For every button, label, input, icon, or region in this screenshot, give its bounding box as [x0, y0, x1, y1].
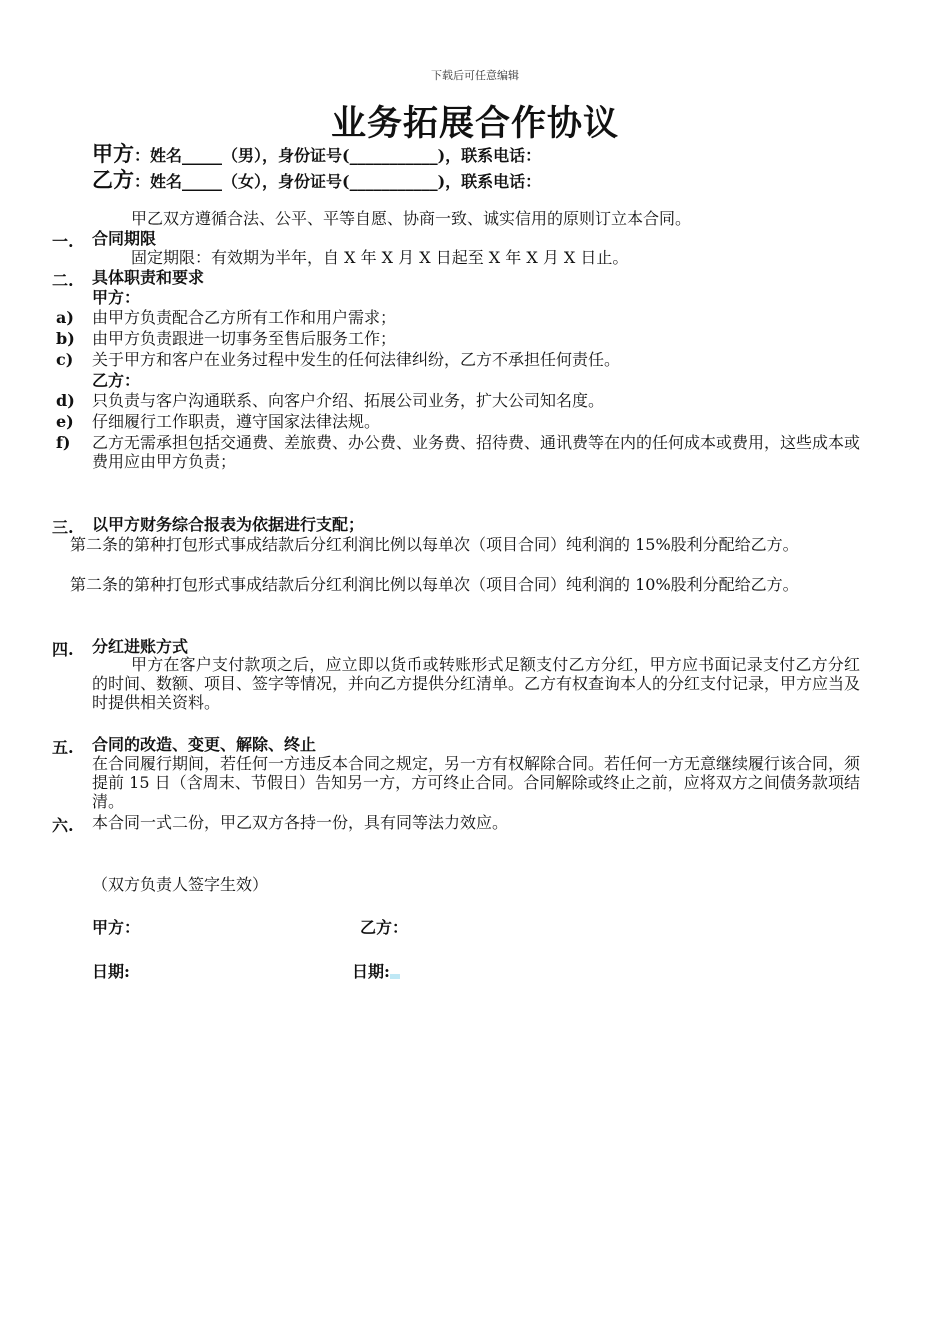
item-f-text: 乙方无需承担包括交通费、差旅费、办公费、业务费、招待费、通讯费等在内的任何成本或费用，这些成本或费用应由甲方负责； — [92, 433, 861, 471]
party-a-date-label: 日期: — [92, 962, 130, 981]
section-3-paragraph-2: 第二条的第种打包形式事成结款后分红利润比例以每单次（项目合同）纯利润的 10%股利分配给乙方。 — [70, 575, 799, 594]
intro-text: 甲乙双方遵循合法、公平、平等自愿、协商一致、诚实信用的原则订立本合同。 — [131, 209, 692, 228]
party-b-prefix: 乙方 — [92, 167, 134, 192]
item-d-label: d) — [56, 391, 75, 410]
header-note: 下载后可任意编辑 — [431, 69, 519, 82]
text-cursor-highlight — [390, 974, 400, 979]
section-5-text: 在合同履行期间，若任何一方违反本合同之规定，另一方有权解除合同。若任何一方无意继续履行该合同，须提前 15 日（含周末、节假日）告知另一方，方可终止合同。合同解除或终止之前，应将双方之间债务款项结清。 — [92, 754, 861, 811]
party-b-date-text: 日期: — [352, 962, 390, 981]
section-1-heading: 合同期限 — [92, 229, 157, 248]
item-c-text: 关于甲方和客户在业务过程中发生的任何法律纠纷，乙方不承担任何责任。 — [92, 350, 621, 369]
party-b-signature-label: 乙方： — [360, 918, 409, 937]
document-title: 业务拓展合作协议 — [330, 103, 619, 144]
party-b-duties-label: 乙方： — [92, 371, 141, 390]
party-b-date-label — [352, 959, 400, 982]
party-a-signature-label: 甲方： — [92, 918, 141, 937]
signature-note: （双方负责人签字生效） — [92, 875, 269, 894]
section-5-number: 五. — [52, 738, 74, 757]
item-a-text: 由甲方负责配合乙方所有工作和用户需求； — [92, 308, 397, 327]
item-c-label: c) — [56, 350, 74, 369]
section-2-number: 二. — [52, 271, 74, 290]
section-5-heading: 合同的改造、变更、解除、终止 — [92, 735, 317, 754]
section-4-heading: 分红进账方式 — [92, 637, 189, 656]
section-3-number: 三. — [52, 518, 74, 537]
item-a-label: a) — [56, 308, 74, 327]
item-d-text: 只负责与客户沟通联系、向客户介绍、拓展公司业务，扩大公司知名度。 — [92, 391, 605, 410]
section-6-number: 六. — [52, 816, 74, 835]
item-f-label: f) — [56, 433, 71, 452]
party-a-prefix: 甲方 — [92, 141, 134, 166]
section-1-number: 一. — [52, 232, 74, 251]
party-a-duties-label: 甲方： — [92, 288, 141, 307]
section-2-heading: 具体职责和要求 — [92, 268, 205, 287]
item-b-label: b) — [56, 329, 75, 348]
section-3-heading: 以甲方财务综合报表为依据进行支配； — [92, 515, 365, 534]
party-a-fields: ：姓名_____（男），身份证号(___________)，联系电话： — [134, 146, 542, 165]
party-b-line — [92, 164, 541, 194]
section-6-text: 本合同一式二份，甲乙双方各持一份，具有同等法力效应。 — [92, 813, 509, 832]
section-4-text: 甲方在客户支付款项之后，应立即以货币或转账形式足额支付乙方分红，甲方应书面记录支付乙方分红的时间、数额、项目、签字等情况，并向乙方提供分红清单。乙方有权查询本人的分红支付记录，甲方应当及时提供相关资料。 — [92, 655, 861, 712]
section-3-paragraph-1: 第二条的第种打包形式事成结款后分红利润比例以每单次（项目合同）纯利润的 15%股利分配给乙方。 — [70, 535, 799, 554]
item-b-text: 由甲方负责跟进一切事务至售后服务工作； — [92, 329, 397, 348]
item-e-text: 仔细履行工作职责，遵守国家法律法规。 — [92, 412, 381, 431]
item-e-label: e) — [56, 412, 74, 431]
party-b-fields: ：姓名_____（女），身份证号(___________)，联系电话： — [134, 172, 542, 191]
section-4-number: 四. — [52, 640, 74, 659]
section-1-text: 固定期限：有效期为半年，自 X 年 X 月 X 日起至 X 年 X 月 X 日止。 — [131, 248, 629, 267]
